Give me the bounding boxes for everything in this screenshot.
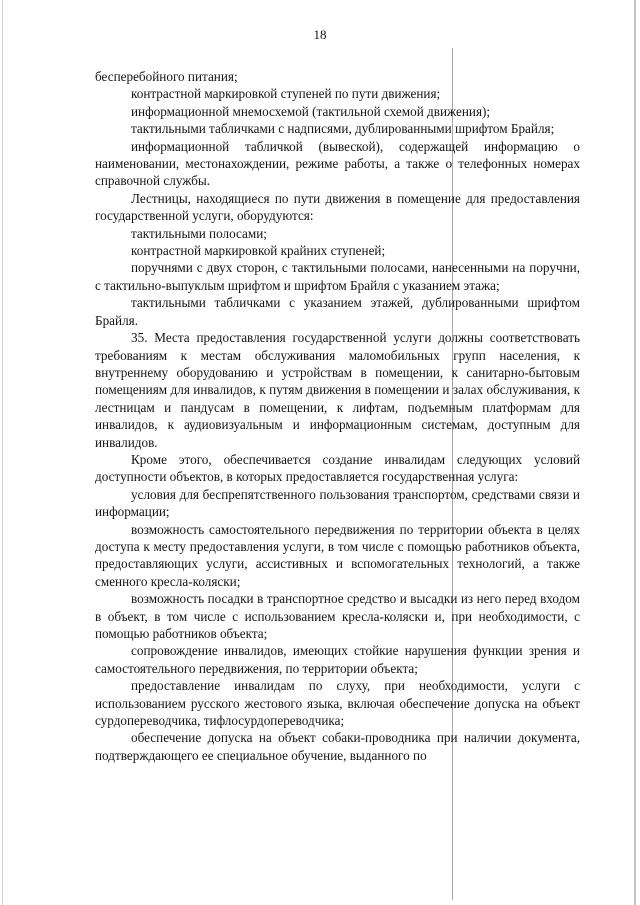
- paragraph-6: Лестницы, находящиеся по пути движения в помещение для предоставления государственной услуги, оборудуются:: [95, 190, 580, 224]
- scan-edge-left: [2, 0, 3, 905]
- paragraph-17: предоставление инвалидам по слуху, при необходимости, услуги с использованием русского жестового языка, включая обеспечение допуска на объект сурдопереводчика, тифлосурдопереводчика;: [95, 678, 580, 729]
- paragraph-14: возможность самостоятельного передвижения по территории объекта в целях доступа к месту предоставления услуги, в том числе с помощью работников объекта, предоставляющих услуги, ассистивных и вспомогательных технологий, а также сменного кресла-коляски;: [95, 521, 580, 589]
- paragraph-3: информационной мнемосхемой (тактильной схемой движения);: [131, 103, 491, 119]
- paragraph-18: обеспечение допуска на объект собаки-проводника при наличии документа, подтверждающего ее специальное обучение, выданного по: [95, 730, 580, 763]
- paragraph-4: тактильными табличками с надписями, дублированными шрифтом Брайля;: [131, 121, 555, 137]
- paragraph-16: сопровождение инвалидов, имеющих стойкие нарушения функции зрения и самостоятельного передвижения, по территории объекта;: [95, 643, 580, 676]
- paragraph-12: Кроме этого, обеспечивается создание инвалидам следующих условий доступности объектов, в которых предоставляется государственная услуга:: [95, 451, 580, 485]
- paragraph-2: контрастной маркировкой ступеней по пути движения;: [131, 86, 441, 102]
- paragraph-8: контрастной маркировкой крайних ступеней;: [131, 243, 386, 259]
- paragraph-13: условия для беспрепятственного пользования транспортом, средствами связи и информации;: [95, 486, 580, 520]
- page-number: 18: [313, 27, 327, 42]
- scan-edge-right: [634, 0, 636, 905]
- paragraph-11: 35. Места предоставления государственной услуги должны соответствовать требованиям к местам обслуживания маломобильных групп населения, к внутреннему оборудованию и устройствам в помещении, к санитарно-бытовым помещениям для инвалидов, к путям движения в помещении и залах обслуживания, к лестницам и пандусам в помещении, к лифтам, подъемным платформам для инвалидов, к аудиовизуальным и информационным системам, доступным для инвалидов.: [95, 330, 580, 450]
- paragraph-7: тактильными полосами;: [131, 225, 267, 241]
- paragraph-1: бесперебойного питания;: [95, 69, 238, 84]
- paragraph-15: возможность посадки в транспортное средство и высадки из него перед входом в объект, в том числе с использованием кресла-коляски и, при необходимости, с помощью работников объекта;: [95, 591, 580, 641]
- document-body: [95, 68, 580, 764]
- paragraph-5: информационной табличкой (вывеской), содержащей информацию о наименовании, местонахождении, режиме работы, а также о телефонных номерах справочной службы.: [95, 138, 580, 189]
- paragraph-10: тактильными табличками с указанием этажей, дублированными шрифтом Брайля.: [95, 295, 580, 328]
- paragraph-9: поручнями с двух сторон, с тактильными полосами, нанесенными на поручни, с тактильно-выпуклым шрифтом и шрифтом Брайля с указанием этажа;: [95, 260, 580, 293]
